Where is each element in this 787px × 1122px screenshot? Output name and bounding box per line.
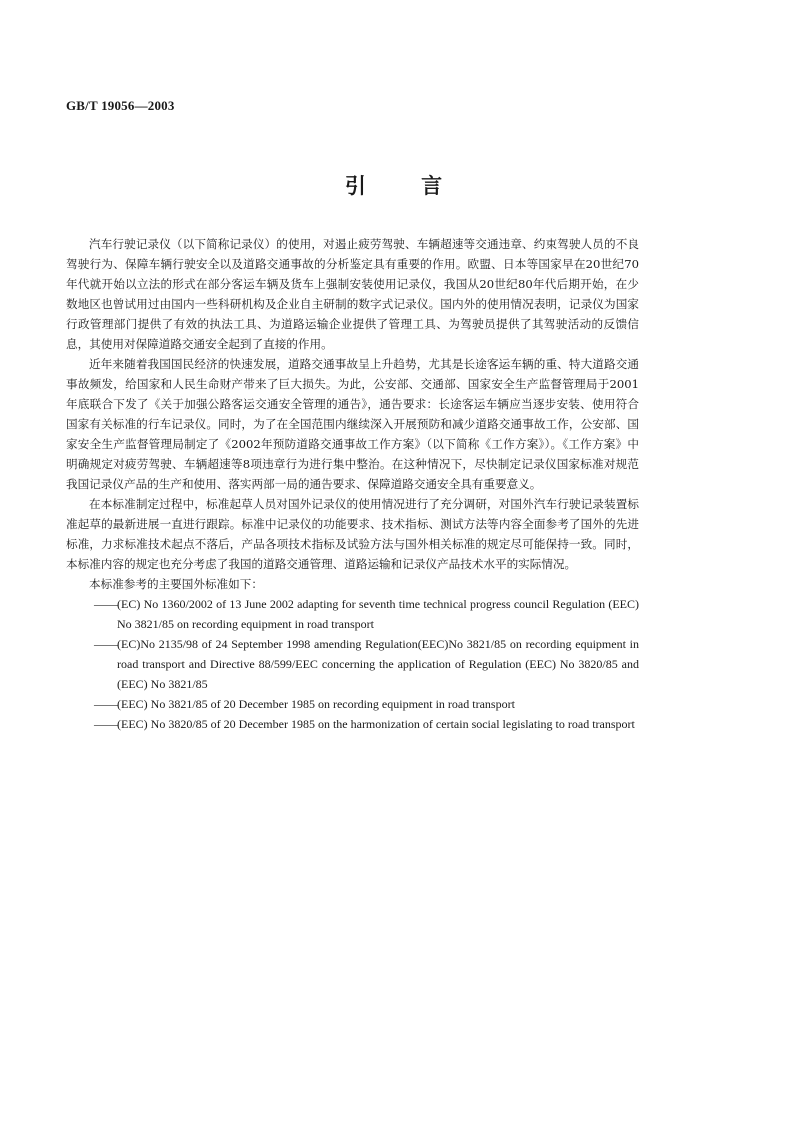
paragraph: 在本标准制定过程中，标准起草人员对国外记录仪的使用情况进行了充分调研，对国外汽车行驶记录装置标准起草的最新进展一直进行跟踪。标准中记录仪的功能要求、技术指标、测试方法等内容全面参考了国外的先进标准，力求标准技术起点不落后，产品各项技术指标及试验方法与国外相关标准的规定尽可能保持一致。同时，本标准内容的规定也充分考虑了我国的道路交通管理、道路运输和记录仪产品技术水平的实际情况。 — [66, 497, 639, 571]
document-body — [66, 234, 639, 734]
reference-item — [66, 714, 639, 734]
standard-code: GB/T 19056—2003 — [66, 98, 175, 113]
reference-text: (EEC) No 3821/85 of 20 December 1985 on recording equipment in road transport — [117, 697, 515, 711]
reference-item — [66, 694, 639, 714]
reference-item — [66, 634, 639, 694]
references-intro: 本标准参考的主要国外标准如下： — [89, 577, 263, 591]
page-title: 引 言 — [344, 173, 467, 198]
reference-text: (EC)No 2135/98 of 24 September 1998 amending Regulation(EEC)No 3821/85 on recording equipment in road transport and Directive 88/599/EEC concerning the application of Regulation (EEC) No 3820/85 and (EEC) No 3821/85 — [117, 637, 639, 691]
references-list — [66, 594, 639, 734]
reference-item — [66, 594, 639, 634]
reference-text: (EEC) No 3820/85 of 20 December 1985 on the harmonization of certain social legislating to road transport — [117, 717, 635, 731]
reference-dash: —— — [94, 637, 118, 651]
paragraph: 近年来随着我国国民经济的快速发展，道路交通事故呈上升趋势，尤其是长途客运车辆的重、特大道路交通事故频发，给国家和人民生命财产带来了巨大损失。为此，公安部、交通部、国家安全生产监督管理局于2001年底联合下发了《关于加强公路客运交通安全管理的通告》，通告要求：长途客运车辆应当逐步安装、使用符合国家有关标准的行车记录仪。同时，为了在全国范围内继续深入开展预防和减少道路交通事故工作，公安部、国家安全生产监督管理局制定了《2002年预防道路交通事故工作方案》（以下简称《工作方案》）。《工作方案》中明确规定对疲劳驾驶、车辆超速等8项违章行为进行集中整治。在这种情况下，尽快制定记录仪国家标准对规范我国记录仪产品的生产和使用、落实两部一局的通告要求、保障道路交通安全具有重要意义。 — [66, 357, 639, 491]
reference-dash: —— — [94, 717, 118, 731]
reference-dash: —— — [94, 597, 118, 611]
reference-text: (EC) No 1360/2002 of 13 June 2002 adapting for seventh time technical progress council Regulation (EEC) No 3821/85 on recording equipment in road transport — [117, 597, 639, 631]
reference-dash: —— — [94, 697, 118, 711]
paragraph: 汽车行驶记录仪（以下简称记录仪）的使用，对遏止疲劳驾驶、车辆超速等交通违章、约束驾驶人员的不良驾驶行为、保障车辆行驶安全以及道路交通事故的分析鉴定具有重要的作用。欧盟、日本等国家早在20世纪70年代就开始以立法的形式在部分客运车辆及货车上强制安装使用记录仪，我国从20世纪80年代后期开始，在少数地区也曾试用过由国内一些科研机构及企业自主研制的数字式记录仪。国内外的使用情况表明，记录仪为国家行政管理部门提供了有效的执法工具、为道路运输企业提供了管理工具、为驾驶员提供了其驾驶活动的反馈信息，其使用对保障道路交通安全起到了直接的作用。 — [66, 237, 639, 351]
